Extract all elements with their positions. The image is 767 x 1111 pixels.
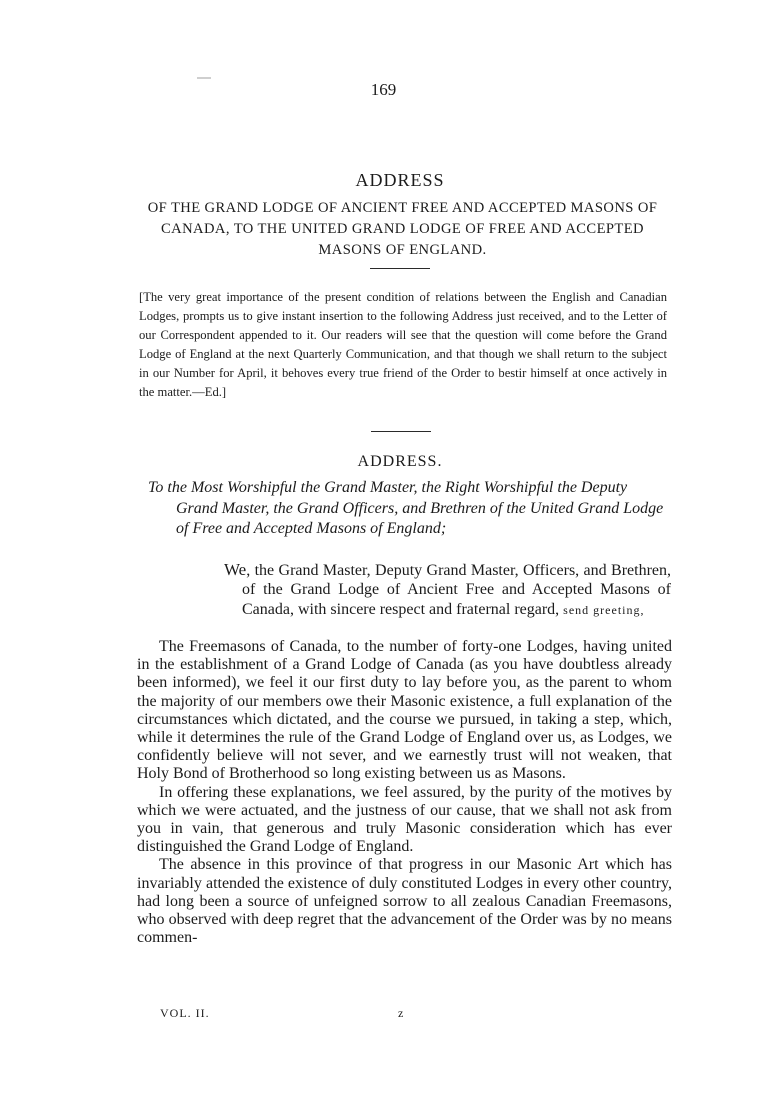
signature-mark: z [398, 1006, 404, 1020]
page-title: ADDRESS [355, 170, 445, 190]
divider-rule [371, 431, 431, 432]
address-body [137, 638, 672, 947]
greeting-lead: We [224, 560, 247, 579]
volume-label: VOL. II. [160, 1006, 210, 1020]
address-greeting [224, 560, 671, 620]
body-paragraph: The Freemasons of Canada, to the number of forty-one Lodges, having united in the establishment of a Grand Lodge of Canada (as you have doubtless already been informed), we feel it our first duty to lay before you, as the parent to whom the majority of our members owe their Masonic existence, a full explanation of the circumstances which dictated, and the course we pursued, in taking a step, which, while it determines the rule of the Grand Lodge of England over us, as Lodges, we confidently believe will not sever, and we earnestly trust will not weaken, that Holy Bond of Brotherhood so long existing between us as Masons. [137, 638, 672, 783]
print-speck [197, 77, 211, 79]
greeting-close: send greeting, [563, 602, 645, 617]
address-salutation: To the Most Worshipful the Grand Master, the Right Worshipful the Deputy Grand Master, the Grand Officers, and Brethren of the United Grand Lodge of Free and Accepted Masons of England; [148, 479, 664, 537]
page-number: 169 [370, 80, 397, 99]
body-paragraph: In offering these explanations, we feel assured, by the purity of the motives by which we were actuated, and the justness of our cause, that we shall not ask from you in vain, that generous and truly Masonic consideration which has ever distinguished the Grand Lodge of England. [137, 783, 672, 856]
divider-rule [370, 268, 430, 269]
page-subtitle: OF THE GRAND LODGE OF ANCIENT FREE AND ACCEPTED MASONS OF CANADA, TO THE UNITED GRAND LODGE OF FREE AND ACCEPTED MASONS OF ENGLAND. [147, 200, 658, 258]
address-heading: ADDRESS. [357, 453, 443, 470]
body-paragraph: The absence in this province of that progress in our Masonic Art which has invariably attended the existence of duly constituted Lodges in every other country, had long been a source of unfeigned sorrow to all zealous Canadian Freemasons, who observed with deep regret that the advancement of the Order was by no means commen- [137, 856, 672, 947]
editor-note: [The very great importance of the present condition of relations between the English and Canadian Lodges, prompts us to give instant insertion to the following Address just received, and to the Letter of our Correspondent appended to it. Our readers will see that the question will come before the Grand Lodge of England at the next Quarterly Communication, and that though we shall return to the subject in our Number for April, it behoves every true friend of the Order to bestir himself at once actively in the matter.—Ed.] [139, 290, 667, 399]
greeting-body: , the Grand Master, Deputy Grand Master, Officers, and Brethren, of the Grand Lodge of Ancient Free and Accepted Masons of Canada, with sincere respect and fraternal regard, [242, 562, 671, 618]
